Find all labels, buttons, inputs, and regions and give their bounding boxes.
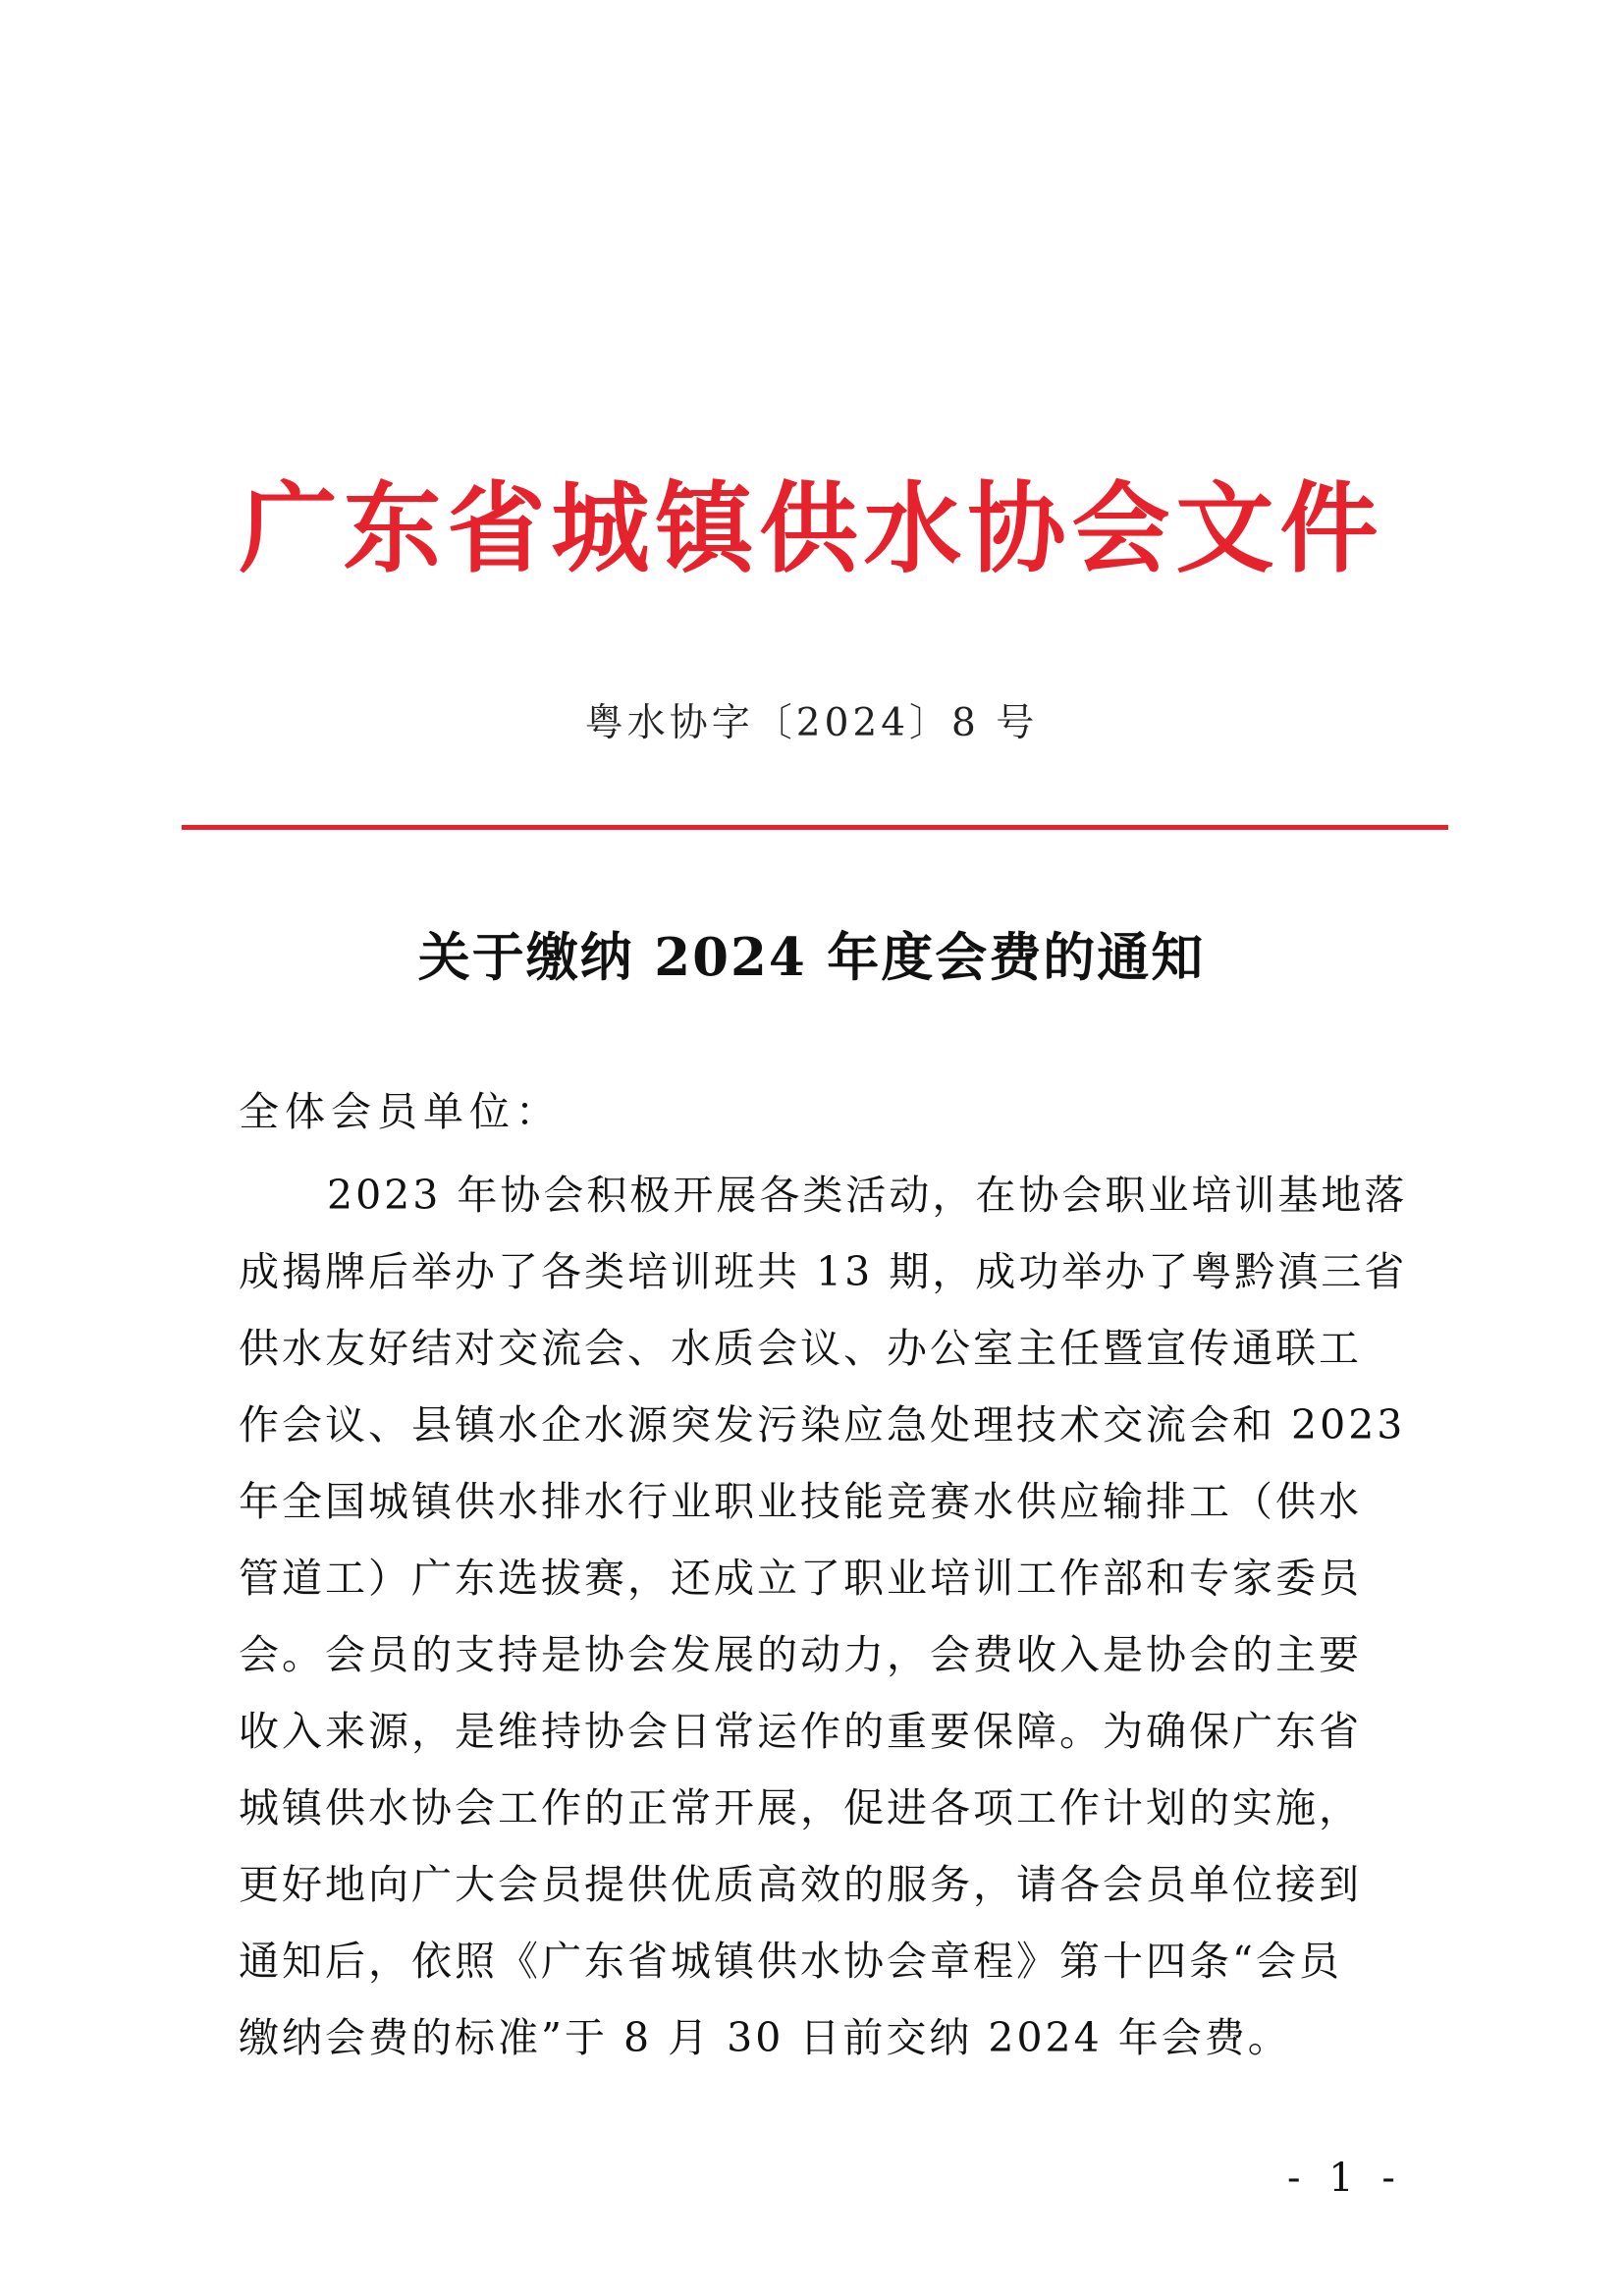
body-line: 收入来源，是维持协会日常运作的重要保障。为确保广东省 [239, 1708, 1362, 1755]
body-line: 年全国城镇供水排水行业职业技能竞赛水供应输排工（供水 [239, 1478, 1362, 1525]
body-line: 会。会员的支持是协会发展的动力，会费收入是协会的主要 [239, 1631, 1362, 1678]
body-line: 更好地向广大会员提供优质高效的服务，请各会员单位接到 [239, 1861, 1362, 1908]
body-line: 2023 年协会积极开展各类活动，在协会职业培训基地落 [327, 1172, 1408, 1219]
notice-body [239, 1157, 1408, 2076]
salutation: 全体会员单位： [239, 1088, 562, 1135]
page-number: - 1 - [1287, 2156, 1403, 2201]
body-line: 城镇供水协会工作的正常开展，促进各项工作计划的实施， [239, 1784, 1362, 1831]
body-line: 成揭牌后举办了各类培训班共 13 期，成功举办了粤黔滇三省 [239, 1248, 1408, 1295]
document-masthead: 广东省城镇供水协会文件 [239, 470, 1384, 586]
red-divider-line [182, 825, 1448, 830]
notice-title: 关于缴纳 2024 年度会费的通知 [417, 927, 1206, 988]
body-line: 缴纳会费的标准”于 8 月 30 日前交纳 2024 年会费。 [239, 2014, 1291, 2061]
body-line: 通知后，依照《广东省城镇供水协会章程》第十四条“会员 [239, 1938, 1342, 1985]
document-number: 粤水协字〔2024〕8 号 [584, 701, 1039, 745]
body-line: 供水友好结对交流会、水质会议、办公室主任暨宣传通联工 [239, 1325, 1362, 1372]
body-line: 作会议、县镇水企水源突发污染应急处理技术交流会和 2023 [239, 1401, 1406, 1449]
body-line: 管道工）广东选拔赛，还成立了职业培训工作部和专家委员 [239, 1555, 1362, 1602]
